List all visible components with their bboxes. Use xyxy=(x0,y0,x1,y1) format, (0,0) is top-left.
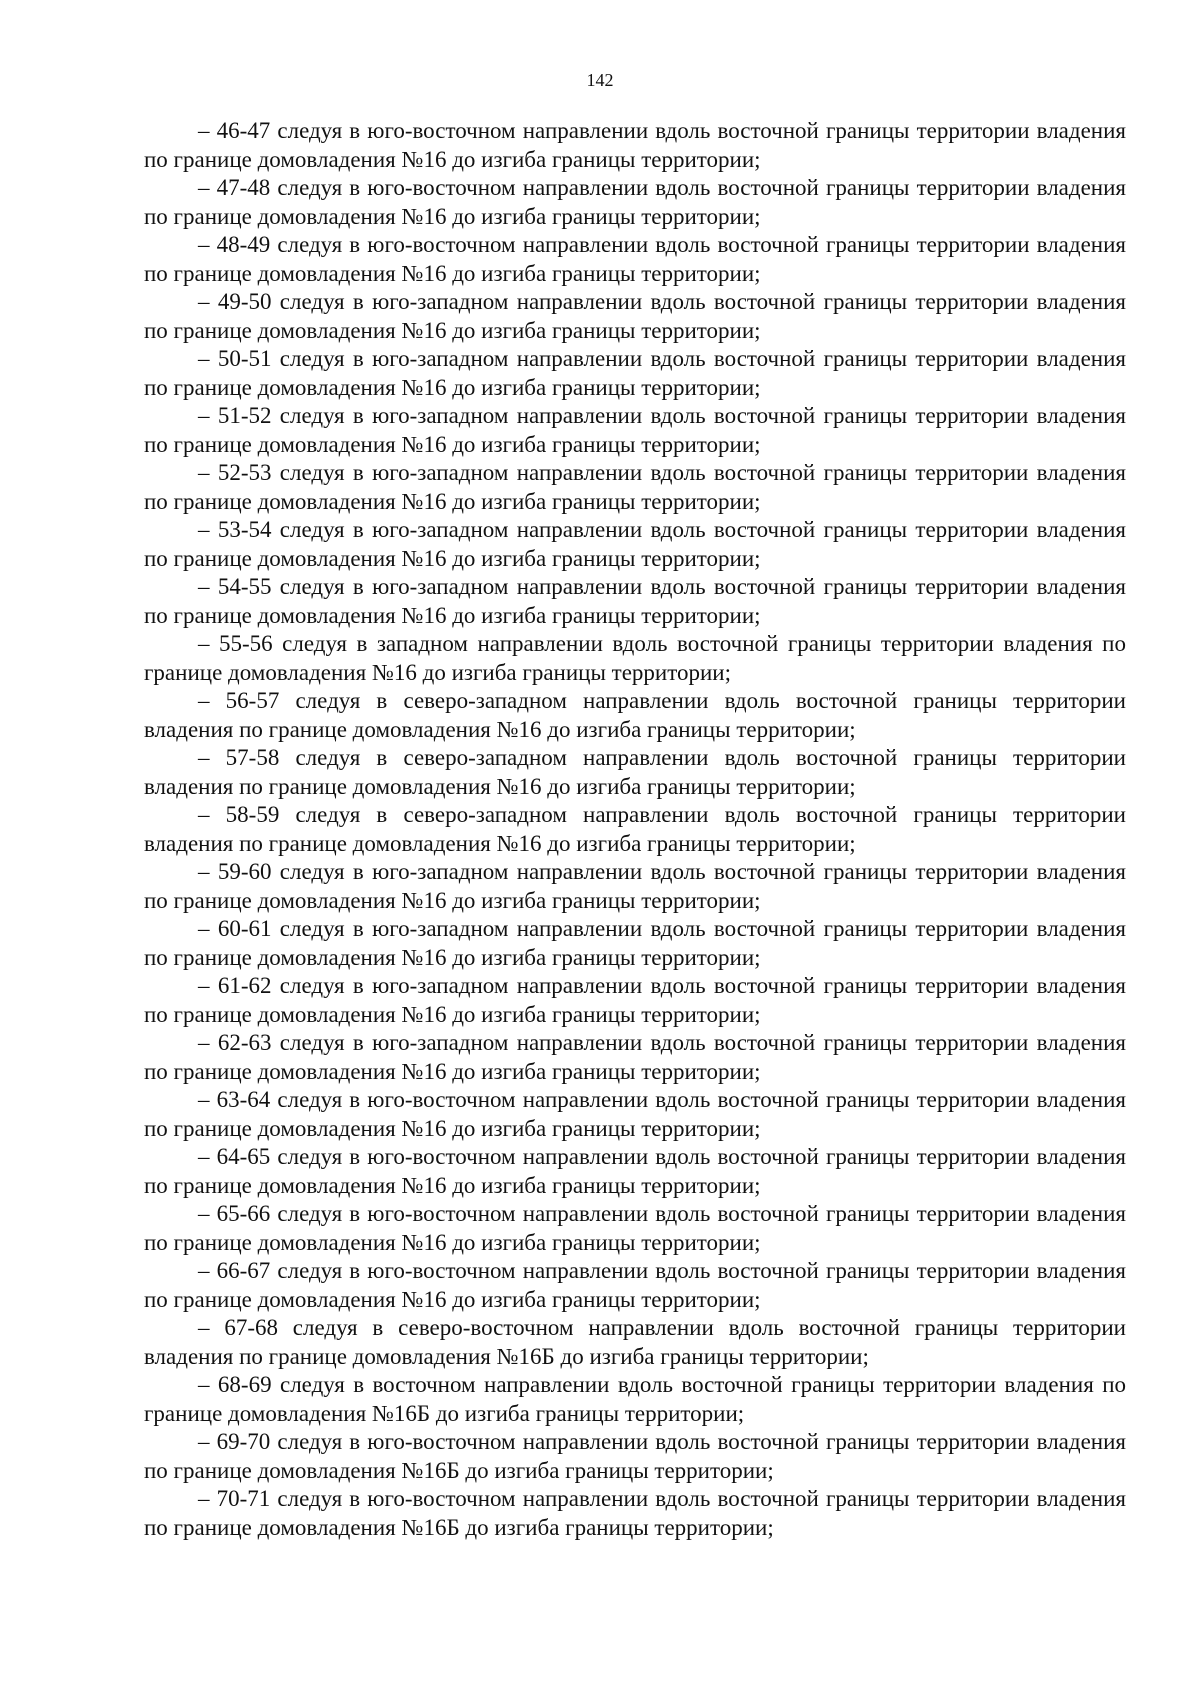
boundary-segment-52-53: – 52-53 следуя в юго-западном направлении вдоль восточной границы территории владения по границе домовладения №16 до изгиба границы территории; xyxy=(144,460,1126,514)
page-number: 142 xyxy=(586,70,614,90)
document-body xyxy=(144,117,1126,1542)
boundary-segment-53-54: – 53-54 следуя в юго-западном направлении вдоль восточной границы территории владения по границе домовладения №16 до изгиба границы территории; xyxy=(144,517,1126,571)
boundary-segment-61-62: – 61-62 следуя в юго-западном направлении вдоль восточной границы территории владения по границе домовладения №16 до изгиба границы территории; xyxy=(144,973,1126,1027)
boundary-segment-57-58: – 57-58 следуя в северо-западном направлении вдоль восточной границы территории владения по границе домовладения №16 до изгиба границы территории; xyxy=(144,745,1126,799)
boundary-segment-50-51: – 50-51 следуя в юго-западном направлении вдоль восточной границы территории владения по границе домовладения №16 до изгиба границы территории; xyxy=(144,346,1126,400)
boundary-segment-49-50: – 49-50 следуя в юго-западном направлении вдоль восточной границы территории владения по границе домовладения №16 до изгиба границы территории; xyxy=(144,289,1126,343)
boundary-segment-67-68: – 67-68 следуя в северо-восточном направлении вдоль восточной границы территории владения по границе домовладения №16Б до изгиба границы территории; xyxy=(144,1315,1126,1369)
boundary-segment-66-67: – 66-67 следуя в юго-восточном направлении вдоль восточной границы территории владения по границе домовладения №16 до изгиба границы территории; xyxy=(144,1258,1126,1312)
boundary-segment-54-55: – 54-55 следуя в юго-западном направлении вдоль восточной границы территории владения по границе домовладения №16 до изгиба границы территории; xyxy=(144,574,1126,628)
boundary-segment-46-47: – 46-47 следуя в юго-восточном направлении вдоль восточной границы территории владения по границе домовладения №16 до изгиба границы территории; xyxy=(144,118,1126,172)
boundary-segment-68-69: – 68-69 следуя в восточном направлении вдоль восточной границы территории владения по границе домовладения №16Б до изгиба границы территории; xyxy=(144,1372,1126,1426)
boundary-segment-65-66: – 65-66 следуя в юго-восточном направлении вдоль восточной границы территории владения по границе домовладения №16 до изгиба границы территории; xyxy=(144,1201,1126,1255)
boundary-segment-56-57: – 56-57 следуя в северо-западном направлении вдоль восточной границы территории владения по границе домовладения №16 до изгиба границы территории; xyxy=(144,688,1126,742)
boundary-segment-60-61: – 60-61 следуя в юго-западном направлении вдоль восточной границы территории владения по границе домовладения №16 до изгиба границы территории; xyxy=(144,916,1126,970)
boundary-segment-63-64: – 63-64 следуя в юго-восточном направлении вдоль восточной границы территории владения по границе домовладения №16 до изгиба границы территории; xyxy=(144,1087,1126,1141)
boundary-segment-51-52: – 51-52 следуя в юго-западном направлении вдоль восточной границы территории владения по границе домовладения №16 до изгиба границы территории; xyxy=(144,403,1126,457)
boundary-segment-55-56: – 55-56 следуя в западном направлении вдоль восточной границы территории владения по границе домовладения №16 до изгиба границы территории; xyxy=(144,631,1126,685)
boundary-segment-69-70: – 69-70 следуя в юго-восточном направлении вдоль восточной границы территории владения по границе домовладения №16Б до изгиба границы территории; xyxy=(144,1429,1126,1483)
boundary-segment-47-48: – 47-48 следуя в юго-восточном направлении вдоль восточной границы территории владения по границе домовладения №16 до изгиба границы территории; xyxy=(144,175,1126,229)
boundary-segment-48-49: – 48-49 следуя в юго-восточном направлении вдоль восточной границы территории владения по границе домовладения №16 до изгиба границы территории; xyxy=(144,232,1126,286)
boundary-segment-58-59: – 58-59 следуя в северо-западном направлении вдоль восточной границы территории владения по границе домовладения №16 до изгиба границы территории; xyxy=(144,802,1126,856)
boundary-segment-62-63: – 62-63 следуя в юго-западном направлении вдоль восточной границы территории владения по границе домовладения №16 до изгиба границы территории; xyxy=(144,1030,1126,1084)
boundary-segment-59-60: – 59-60 следуя в юго-западном направлении вдоль восточной границы территории владения по границе домовладения №16 до изгиба границы территории; xyxy=(144,859,1126,913)
boundary-segment-70-71: – 70-71 следуя в юго-восточном направлении вдоль восточной границы территории владения по границе домовладения №16Б до изгиба границы территории; xyxy=(144,1486,1126,1540)
boundary-segment-64-65: – 64-65 следуя в юго-восточном направлении вдоль восточной границы территории владения по границе домовладения №16 до изгиба границы территории; xyxy=(144,1144,1126,1198)
